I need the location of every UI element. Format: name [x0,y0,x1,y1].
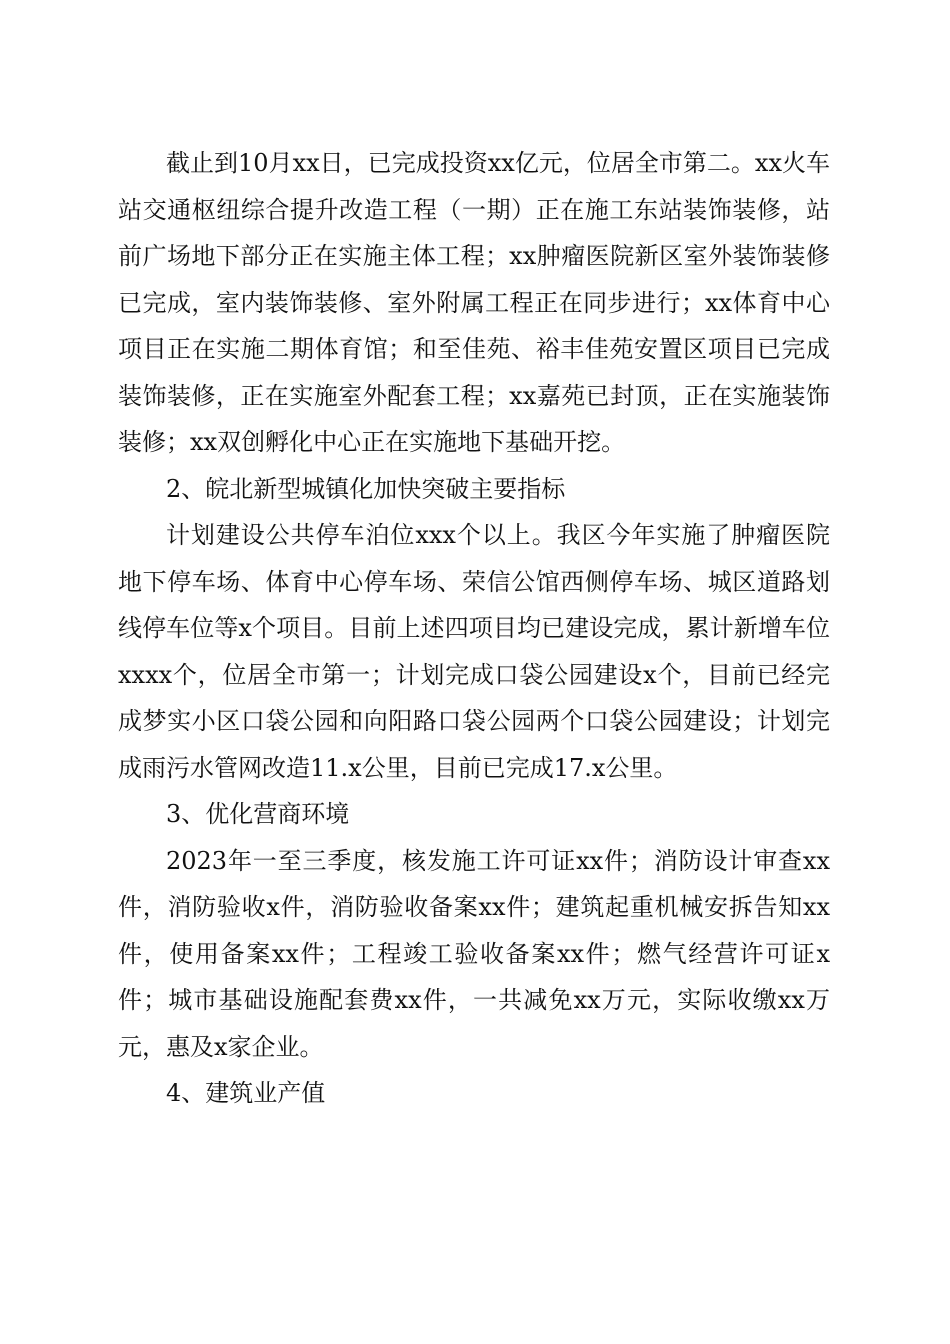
section-heading-business-environment: 3、优化营商环境 [166,800,350,828]
paragraph-parking-parks: 计划建设公共停车泊位xxx个以上。我区今年实施了肿瘤医院地下停车场、体育中心停车场、荣信公馆西侧停车场、城区道路划线停车位等x个项目。目前上述四项目均已建设完成，累计新增车位xxxx个，位居全市第一；计划完成口袋公园建设x个，目前已经完成梦实小区口袋公园和向阳路口袋公园两个口袋公园建设；计划完成雨污水管网改造11.x公里，目前已完成17.x公里。 [118,521,830,782]
paragraph-permits: 2023年一至三季度，核发施工许可证xx件；消防设计审查xx件，消防验收x件，消防验收备案xx件；建筑起重机械安拆告知xx件，使用备案xx件；工程竣工验收备案xx件；燃气经营许可证x件；城市基础设施配套费xx件，一共减免xx万元，实际收缴xx万元，惠及x家企业。 [118,846,830,1061]
paragraph-investment-progress: 截止到10月xx日，已完成投资xx亿元，位居全市第二。xx火车站交通枢纽综合提升改造工程（一期）正在施工东站装饰装修，站前广场地下部分正在实施主体工程；xx肿瘤医院新区室外装饰装修已完成，室内装饰装修、室外附属工程正在同步进行；xx体育中心项目正在实施二期体育馆；和至佳苑、裕丰佳苑安置区项目已完成装饰装修，正在实施室外配套工程；xx嘉苑已封顶，正在实施装饰装修；xx双创孵化中心正在实施地下基础开挖。 [118,149,830,456]
document-body [118,140,830,1117]
section-heading-construction-output: 4、建筑业产值 [166,1079,326,1107]
section-heading-urbanization: 2、皖北新型城镇化加快突破主要指标 [166,474,566,503]
